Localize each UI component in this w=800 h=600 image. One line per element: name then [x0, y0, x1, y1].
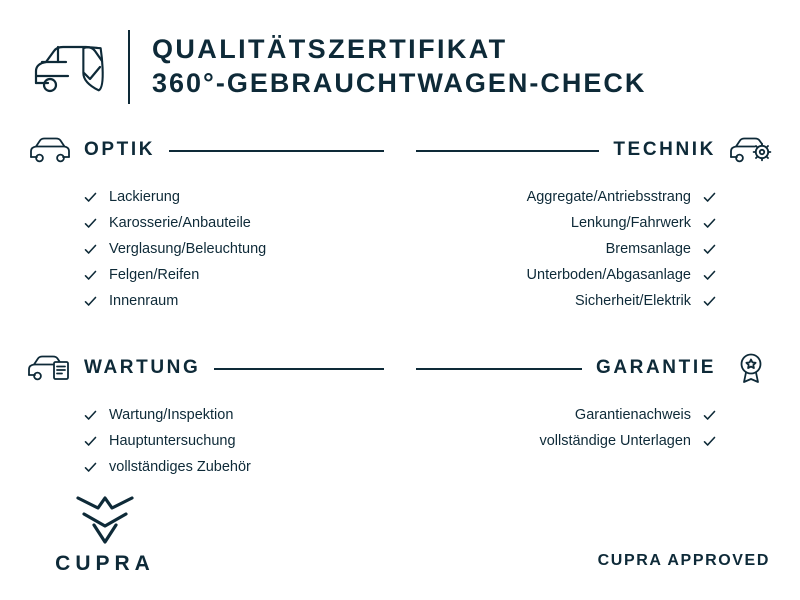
check-icon — [703, 295, 716, 308]
check-icon — [703, 409, 716, 422]
check-icon — [703, 435, 716, 448]
checklist-sections — [26, 130, 774, 480]
section-header-wartung — [26, 348, 384, 388]
section-header-garantie — [416, 348, 774, 388]
header-titles — [152, 33, 646, 101]
brand-name: CUPRA — [55, 552, 155, 575]
list-item-label: Garantienachweis — [574, 407, 691, 423]
list-item — [26, 288, 384, 314]
section-wartung — [26, 348, 400, 480]
list-item — [26, 210, 384, 236]
header-divider — [128, 30, 130, 104]
document-header — [26, 24, 774, 114]
checklist-optik — [26, 184, 384, 314]
list-item-label: Karosserie/Anbauteile — [109, 215, 251, 231]
section-optik — [26, 130, 400, 314]
page-subtitle: 360°-GEBRAUCHTWAGEN-CHECK — [152, 68, 647, 98]
check-icon — [703, 269, 716, 282]
list-item — [26, 184, 384, 210]
document-footer — [26, 494, 774, 582]
list-item-label: Hauptuntersuchung — [109, 433, 236, 449]
check-icon — [84, 191, 97, 204]
checklist-garantie — [416, 402, 774, 454]
list-item — [416, 288, 774, 314]
section-rule — [416, 150, 599, 152]
list-item-label: Aggregate/Antriebsstrang — [526, 189, 691, 205]
list-item-label: Felgen/Reifen — [109, 267, 200, 283]
page-title: QUALITÄTSZERTIFIKAT — [152, 34, 508, 65]
section-spacer — [26, 314, 774, 348]
list-item — [416, 236, 774, 262]
list-item-label: vollständige Unterlagen — [539, 433, 691, 449]
list-item-label: Innenraum — [109, 293, 179, 309]
check-icon — [84, 435, 97, 448]
list-item — [416, 428, 774, 454]
warranty-seal-icon — [728, 351, 774, 385]
list-item-label: Unterboden/Abgasanlage — [526, 267, 691, 283]
list-item-label: Lenkung/Fahrwerk — [570, 215, 691, 231]
car-gear-icon — [728, 133, 774, 167]
list-item — [416, 402, 774, 428]
check-icon — [84, 409, 97, 422]
car-shield-icon — [26, 31, 122, 103]
check-icon — [703, 243, 716, 256]
check-icon — [703, 191, 716, 204]
check-icon — [84, 243, 97, 256]
list-item-label: Verglasung/Beleuchtung — [109, 241, 267, 257]
car-document-icon — [26, 351, 72, 385]
check-icon — [84, 269, 97, 282]
list-item — [416, 184, 774, 210]
checklist-wartung — [26, 402, 384, 480]
section-rule — [169, 150, 384, 152]
section-garantie — [400, 348, 774, 454]
check-icon — [84, 295, 97, 308]
list-item — [26, 402, 384, 428]
section-technik — [400, 130, 774, 314]
section-rule — [214, 368, 384, 370]
section-rule — [416, 368, 582, 370]
list-item-label: Wartung/Inspektion — [109, 407, 234, 423]
cupra-logo-icon — [74, 494, 136, 546]
list-item-label: Bremsanlage — [605, 241, 691, 257]
car-front-icon — [26, 133, 72, 167]
approved-label: CUPRA APPROVED — [597, 552, 770, 569]
check-icon — [84, 461, 97, 474]
check-icon — [703, 217, 716, 230]
section-title: WARTUNG — [84, 357, 201, 378]
list-item-label: vollständiges Zubehör — [109, 459, 251, 475]
brand-block — [30, 494, 180, 576]
list-item — [26, 428, 384, 454]
list-item — [416, 210, 774, 236]
section-header-technik — [416, 130, 774, 170]
list-item-label: Lackierung — [109, 189, 180, 205]
section-title: TECHNIK — [613, 139, 716, 160]
section-row-one — [26, 130, 774, 314]
list-item — [26, 236, 384, 262]
checklist-technik — [416, 184, 774, 314]
section-row-two — [26, 348, 774, 480]
list-item — [26, 454, 384, 480]
section-title: OPTIK — [84, 139, 156, 160]
list-item — [416, 262, 774, 288]
check-icon — [84, 217, 97, 230]
list-item — [26, 262, 384, 288]
section-header-optik — [26, 130, 384, 170]
section-title: GARANTIE — [595, 357, 716, 378]
list-item-label: Sicherheit/Elektrik — [574, 293, 691, 309]
